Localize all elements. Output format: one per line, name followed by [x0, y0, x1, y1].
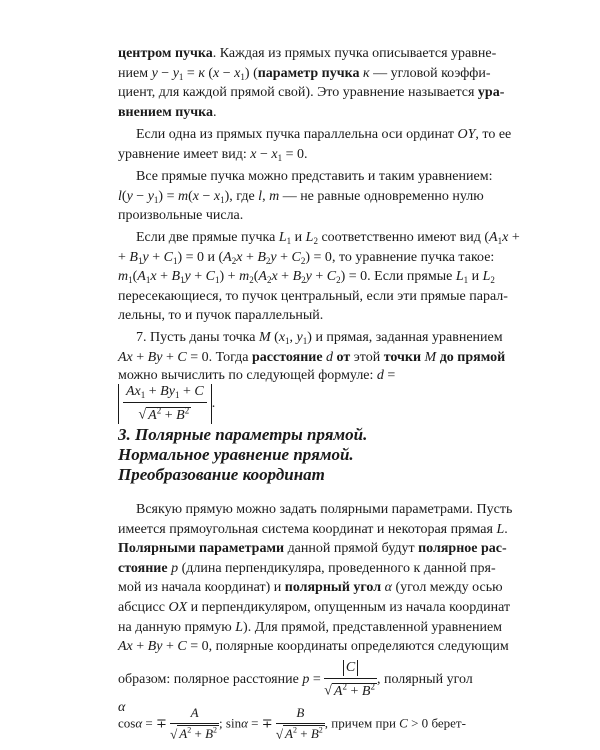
polar-distance-line: образом: полярное расстояние p = $\frac{C}{√ A^2 + B^2}$ , полярный угол α	[118, 660, 473, 715]
distance-formula-line: можно вычислить по следующей формуле: d = $\frac{Ax_1 + By_1 + C}{√ A^2 + B^2}$ .	[118, 368, 396, 423]
paragraph-distance: 7. Пусть даны точка M ($x_1$, $y_1$) и прямая, заданная уравнением Ax + By + C = 0. Тогда расстояние d от этой точки M до прямой	[118, 330, 506, 365]
paragraph-two-lines: Если две прямые пучка $L_1$ и $L_2$ соответственно имеют вид ($A_1x$ + + $B_1y + C_1) = 0$ и $(A_2x + B_2y + C_2) = 0$, то уравнение пучка такое: $m_1(A_1x + B_1y + C_1) + m_2(A_2x + B_2y + C_2) = 0$. Если прямые $L_1$ и $L_2$ пересекающиеся, то пучок центральный, если эти прямые парал- лельны, то и пучок параллельный.	[118, 230, 520, 324]
paragraph-polar-params: Всякую прямую можно задать полярными параметрами. Пусть имеется прямоугольная система координат и некоторая прямая L. Полярными параметрами данной прямой будут полярное рас- стояние p (длина перпендикуляра, проведенного к данной пря- мой из начала координат) и полярный угол α (угол между осью абсцисс OX и перпендикуляром, опущенным из начала координат на данную прямую L). Для прямой, представленной уравнением Ax + By + C = 0, полярные координаты определяются следующим	[118, 502, 513, 655]
sin-formula: $\frac{B}{√ A^2 + B^2}$	[275, 705, 323, 742]
paragraph-pencil-center: центром пучка. Каждая из прямых пучка описывается уравне- нием $y - y_1 = к$ $(x - x_1)$ (параметр пучка к — угловой коэффи- циент, для каждой прямой свой). Это уравнение называется ура- внением пучка.	[118, 46, 505, 120]
distance-formula: $\frac{Ax_1 + By_1 + C}{√ A^2 + B^2}$	[118, 384, 212, 424]
paragraph-general-pencil: Все прямые пучка можно представить и таким уравнением: $l(y - y_1) = m(x - x_1)$, где l, m — не равные одновременно нулю произвольные числа.	[118, 169, 493, 224]
cos-sin-line: cosα = ∓ $\frac{A}{√ A^2 + B^2}$ ; sinα = ∓ $\frac{B}{√ A^2 + B^2}$ , причем при C > 0 берет-	[118, 705, 466, 742]
paragraph-parallel-oy: Если одна из прямых пучка параллельна оси ординат OY, то ее уравнение имеет вид: $x - x_1 = 0$.	[118, 127, 512, 163]
polar-distance-formula: $\frac{C}{√ A^2 + B^2}$	[324, 660, 375, 699]
cos-formula: $\frac{A}{√ A^2 + B^2}$	[170, 705, 218, 742]
section-heading: 3. Полярные параметры прямой. Нормальное уравнение прямой. Преобразование координат	[118, 425, 368, 484]
